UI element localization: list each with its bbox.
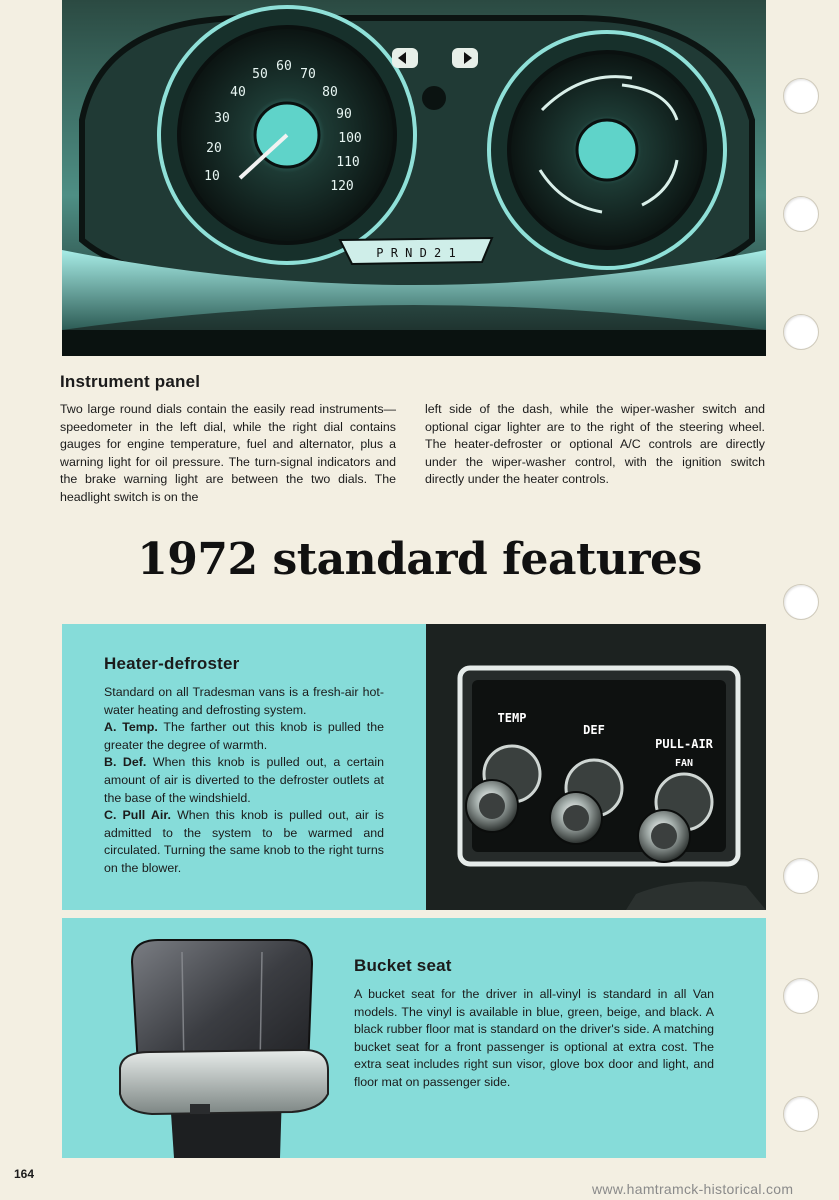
- binder-hole: [783, 1096, 819, 1132]
- binder-hole: [783, 78, 819, 114]
- heater-controls-illustration: [426, 624, 766, 910]
- heater-item: [104, 807, 384, 877]
- bucket-seat-text: A bucket seat for the driver in all-vinyl is standard in all Van models. The vinyl is available in blue, green, beige, and black. A black rubber floor mat is standard on the driver's side. A matching bucket seat for a front passenger is optional at extra cost. The extra seat includes right sun visor, glove box door and light, and floor mat on passenger side.: [354, 987, 714, 1089]
- heater-item-label: C. Pull Air.: [104, 808, 171, 823]
- tick-label: 60: [276, 59, 292, 74]
- knob-label-temp: TEMP: [497, 711, 527, 725]
- knob-label-fan: FAN: [674, 758, 694, 769]
- tick-label: 110: [336, 155, 360, 170]
- binder-hole: [783, 584, 819, 620]
- heater-item: [104, 719, 384, 754]
- heater-intro: Standard on all Tradesman vans is a fresh-air hot-water heating and defrosting system.: [104, 685, 384, 717]
- page-number: 164: [14, 1167, 35, 1181]
- heater-item-label: B. Def.: [104, 755, 147, 770]
- page-heading: 1972 standard features: [137, 534, 702, 585]
- site-watermark: www.hamtramck-historical.com: [592, 1181, 794, 1197]
- heater-item: [104, 754, 384, 807]
- tick-label: 100: [338, 131, 362, 146]
- tick-label: 70: [300, 67, 316, 82]
- heater-item-label: A. Temp.: [104, 720, 158, 735]
- heater-item-text: When this knob is pulled out, air is admitted to the system to be warmed and circulated. Turning the same knob to the right turns on the blower.: [104, 808, 384, 875]
- gear-selector-label: P R N D 2 1: [376, 246, 456, 260]
- binder-hole: [783, 314, 819, 350]
- binder-hole: [783, 858, 819, 894]
- tick-label: 120: [330, 179, 354, 194]
- heater-defroster-title: Heater-defroster: [104, 654, 240, 673]
- tick-label: 30: [214, 111, 230, 126]
- binder-hole: [783, 196, 819, 232]
- knob-label-def: DEF: [583, 723, 605, 737]
- binder-hole: [783, 978, 819, 1014]
- instrument-panel-text-col1: Two large round dials contain the easily read instruments—speedometer in the left dial, while the right dial contains gauges for engine temperature, fuel and alternator, plus a warning light for oil pressure. The turn-signal indicators and the brake warning light are between the two dials. The headlight switch is on the: [60, 402, 396, 504]
- tick-label: 10: [204, 169, 220, 184]
- tick-label: 90: [336, 107, 352, 122]
- dashboard-illustration: [62, 0, 766, 356]
- bucket-seat-title: Bucket seat: [354, 956, 452, 975]
- heater-item-text: The farther out this knob is pulled the greater the degree of warmth.: [104, 720, 384, 752]
- bucket-seat-illustration: [92, 918, 352, 1158]
- tick-label: 80: [322, 85, 338, 100]
- heater-defroster-text: [104, 684, 384, 878]
- tick-label: 50: [252, 67, 268, 82]
- instrument-panel-text-col2: left side of the dash, while the wiper-washer switch and optional cigar lighter are to the right of the steering wheel. The heater-defroster or optional A/C controls are directly under the wiper-washer control, with the ignition switch directly under the heater controls.: [425, 402, 765, 487]
- instrument-panel-title: Instrument panel: [60, 372, 201, 391]
- heater-item-text: When this knob is pulled out, a certain amount of air is diverted to the defroster outlets at the base of the windshield.: [104, 755, 384, 805]
- heater-controls-photo: [426, 624, 766, 910]
- knob-label-pull-air: PULL-AIR: [655, 737, 713, 751]
- tick-label: 20: [206, 141, 222, 156]
- tick-label: 40: [230, 85, 246, 100]
- instrument-panel-photo: [62, 0, 766, 356]
